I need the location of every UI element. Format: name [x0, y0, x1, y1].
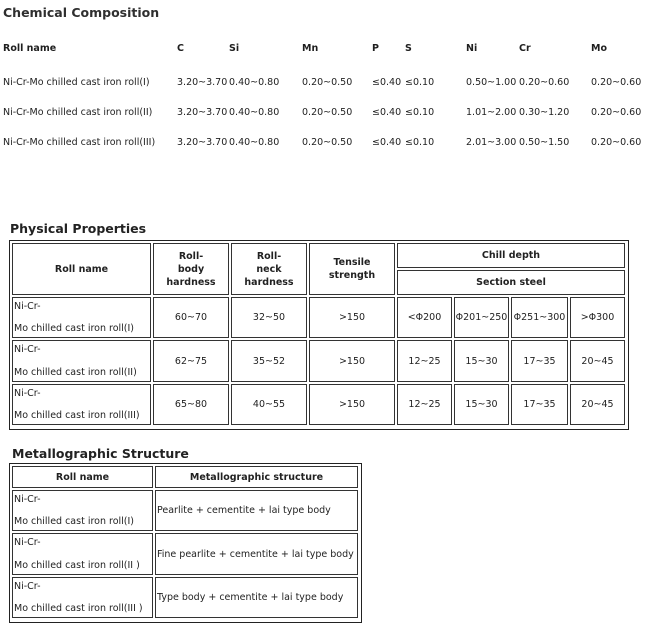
cell-roll-name — [12, 533, 153, 575]
cell-ni: 2.01~3.00 — [466, 137, 517, 148]
cell-neck-hardness: 32~50 — [231, 297, 307, 338]
cell-p: ≤0.40 — [372, 77, 402, 88]
table-header-row — [0, 40, 671, 60]
header-metallographic-structure: Metallographic structure — [155, 466, 358, 488]
table-row — [0, 104, 671, 124]
cell-chill-depth-3: 17~35 — [511, 384, 568, 425]
cell-structure: Type body + cementite + lai type body — [155, 577, 358, 618]
header-mo: Mo — [591, 43, 607, 54]
header-s: S — [405, 43, 412, 54]
cell-mo: 0.20~0.60 — [591, 77, 642, 88]
header-body-hardness-line2: body hardness — [166, 263, 216, 288]
cell-tensile-strength: >150 — [309, 340, 395, 382]
cell-chill-depth-2: 15~30 — [454, 384, 509, 425]
cell-ni: 1.01~2.00 — [466, 107, 517, 118]
cell-roll-name: Ni-Cr-Mo chilled cast iron roll(II) — [3, 107, 153, 118]
header-tensile-strength: Tensile strength — [309, 243, 395, 295]
cell-s: ≤0.10 — [405, 137, 435, 148]
cell-c: 3.20~3.70 — [177, 107, 228, 118]
cell-chill-depth-2: 15~30 — [454, 340, 509, 382]
header-si: Si — [229, 43, 240, 54]
cell-chill-depth-1: 12~25 — [397, 384, 452, 425]
cell-roll-name — [12, 490, 153, 531]
cell-p: ≤0.40 — [372, 107, 402, 118]
cell-ni: 0.50~1.00 — [466, 77, 517, 88]
roll-name-line1: Ni-Cr- — [14, 494, 41, 505]
roll-name-line2: Mo chilled cast iron roll(I) — [14, 516, 135, 527]
cell-mo: 0.20~0.60 — [591, 137, 642, 148]
header-roll-name: Roll name — [12, 243, 151, 295]
cell-si: 0.40~0.80 — [229, 107, 280, 118]
roll-name-line1: Ni-Cr- — [14, 301, 41, 312]
chemical-composition-title: Chemical Composition — [3, 5, 160, 20]
cell-roll-name — [12, 384, 151, 425]
cell-section-2: Φ201~250 — [454, 297, 509, 338]
cell-s: ≤0.10 — [405, 107, 435, 118]
header-p: P — [372, 43, 379, 54]
cell-p: ≤0.40 — [372, 137, 402, 148]
header-neck-hardness-line2: neck hardness — [244, 263, 294, 288]
roll-name-line1: Ni-Cr- — [14, 537, 41, 548]
metallographic-structure-table — [9, 463, 362, 623]
cell-chill-depth-1: 12~25 — [397, 340, 452, 382]
table-row — [0, 74, 671, 94]
cell-mn: 0.20~0.50 — [302, 137, 353, 148]
header-neck-hardness-line1: Roll- — [256, 250, 282, 262]
cell-c: 3.20~3.70 — [177, 137, 228, 148]
cell-roll-name — [12, 340, 151, 382]
cell-body-hardness: 60~70 — [153, 297, 229, 338]
roll-name-line2: Mo chilled cast iron roll(III) — [14, 410, 140, 421]
header-roll-name: Roll name — [3, 43, 57, 54]
header-section-steel: Section steel — [397, 270, 625, 295]
cell-neck-hardness: 35~52 — [231, 340, 307, 382]
cell-chill-depth-4: 20~45 — [570, 384, 625, 425]
physical-properties-table — [9, 240, 629, 430]
cell-si: 0.40~0.80 — [229, 77, 280, 88]
roll-name-line2: Mo chilled cast iron roll(II ) — [14, 560, 140, 571]
cell-body-hardness: 65~80 — [153, 384, 229, 425]
cell-section-4: >Φ300 — [570, 297, 625, 338]
cell-cr: 0.20~0.60 — [519, 77, 570, 88]
cell-chill-depth-3: 17~35 — [511, 340, 568, 382]
cell-mn: 0.20~0.50 — [302, 77, 353, 88]
cell-structure: Fine pearlite + cementite + lai type body — [155, 533, 358, 575]
cell-roll-name — [12, 577, 153, 618]
header-body-hardness — [153, 243, 229, 295]
cell-s: ≤0.10 — [405, 77, 435, 88]
header-neck-hardness — [231, 243, 307, 295]
cell-cr: 0.30~1.20 — [519, 107, 570, 118]
cell-chill-depth-4: 20~45 — [570, 340, 625, 382]
cell-body-hardness: 62~75 — [153, 340, 229, 382]
header-mn: Mn — [302, 43, 319, 54]
header-c: C — [177, 43, 184, 54]
header-body-hardness-line1: Roll- — [178, 250, 204, 262]
header-ni: Ni — [466, 43, 478, 54]
metallographic-structure-title: Metallographic Structure — [12, 446, 189, 461]
cell-cr: 0.50~1.50 — [519, 137, 570, 148]
header-cr: Cr — [519, 43, 531, 54]
cell-tensile-strength: >150 — [309, 297, 395, 338]
roll-name-line1: Ni-Cr- — [14, 344, 41, 355]
table-row — [0, 134, 671, 154]
physical-properties-title: Physical Properties — [10, 221, 147, 236]
cell-structure: Pearlite + cementite + lai type body — [155, 490, 358, 531]
cell-tensile-strength: >150 — [309, 384, 395, 425]
cell-roll-name — [12, 297, 151, 338]
roll-name-line2: Mo chilled cast iron roll(I) — [14, 323, 135, 334]
cell-roll-name: Ni-Cr-Mo chilled cast iron roll(III) — [3, 137, 156, 148]
cell-section-3: Φ251~300 — [511, 297, 568, 338]
cell-roll-name: Ni-Cr-Mo chilled cast iron roll(I) — [3, 77, 150, 88]
header-chill-depth: Chill depth — [397, 243, 625, 268]
roll-name-line1: Ni-Cr- — [14, 581, 41, 592]
roll-name-line2: Mo chilled cast iron roll(III ) — [14, 603, 143, 614]
header-roll-name: Roll name — [12, 466, 153, 488]
cell-si: 0.40~0.80 — [229, 137, 280, 148]
roll-name-line2: Mo chilled cast iron roll(II) — [14, 367, 137, 378]
cell-mn: 0.20~0.50 — [302, 107, 353, 118]
roll-name-line1: Ni-Cr- — [14, 388, 41, 399]
cell-section-1: <Φ200 — [397, 297, 452, 338]
cell-c: 3.20~3.70 — [177, 77, 228, 88]
cell-mo: 0.20~0.60 — [591, 107, 642, 118]
cell-neck-hardness: 40~55 — [231, 384, 307, 425]
